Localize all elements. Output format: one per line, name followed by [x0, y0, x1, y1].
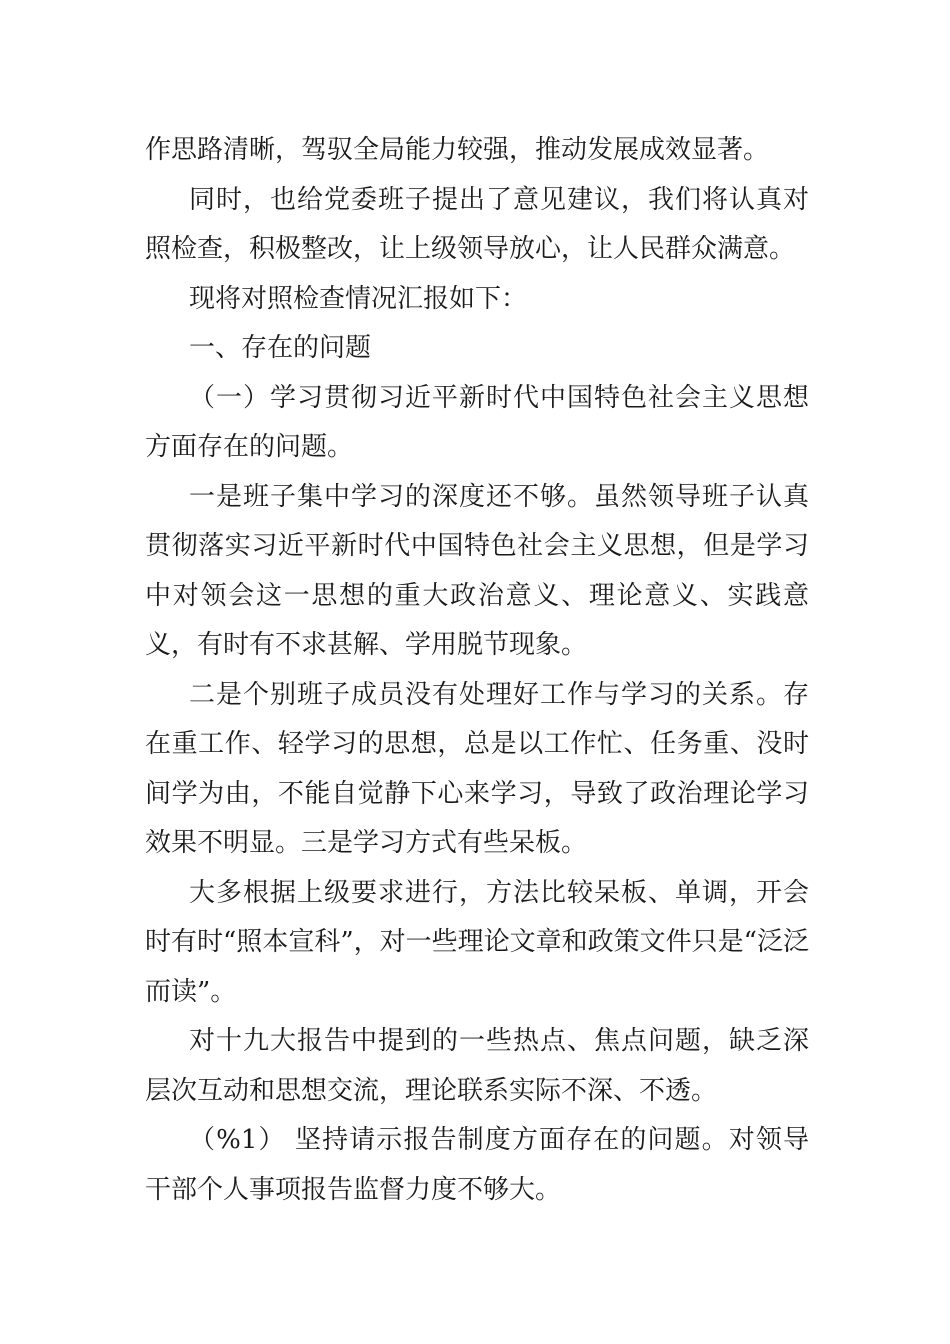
paragraph-continuation: 作思路清晰，驾驭全局能力较强，推动发展成效显著。: [145, 135, 770, 165]
document-body: [145, 126, 809, 1215]
paragraph-nineteenth-congress: 对十九大报告中提到的一些热点、焦点问题，缺乏深层次互动和思想交流，理论联系实际不深、不透。: [145, 1026, 809, 1106]
paragraph-suggestions: 同时，也给党委班子提出了意见建议，我们将认真对照检查，积极整改，让上级领导放心，让人民群众满意。: [145, 184, 809, 264]
paragraph-report-intro: 现将对照检查情况汇报如下：: [189, 283, 528, 314]
subsection-heading-study: （一）学习贯彻习近平新时代中国特色社会主义思想方面存在的问题。: [145, 382, 809, 462]
paragraph-methods: 大多根据上级要求进行，方法比较呆板、单调，开会时有时“照本宣科”，对一些理论文章和政策文件只是“泛泛而读”。: [145, 877, 809, 1007]
paragraph-point-two: 二是个别班子成员没有处理好工作与学习的关系。存在重工作、轻学习的思想，总是以工作忙、任务重、没时间学为由，不能自觉静下心来学习，导致了政治理论学习效果不明显。三是学习方式有些呆板。: [145, 679, 809, 858]
section-heading-problems: 一、存在的问题: [189, 333, 372, 363]
paragraph-point-one: 一是班子集中学习的深度还不够。虽然领导班子认真贯彻落实习近平新时代中国特色社会主义思想，但是学习中对领会这一思想的重大政治意义、理论意义、实践意义，有时有不求甚解、学用脱节现象。: [145, 481, 809, 660]
subsection-heading-reporting: （%1） 坚持请示报告制度方面存在的问题。对领导干部个人事项报告监督力度不够大。: [145, 1125, 809, 1205]
